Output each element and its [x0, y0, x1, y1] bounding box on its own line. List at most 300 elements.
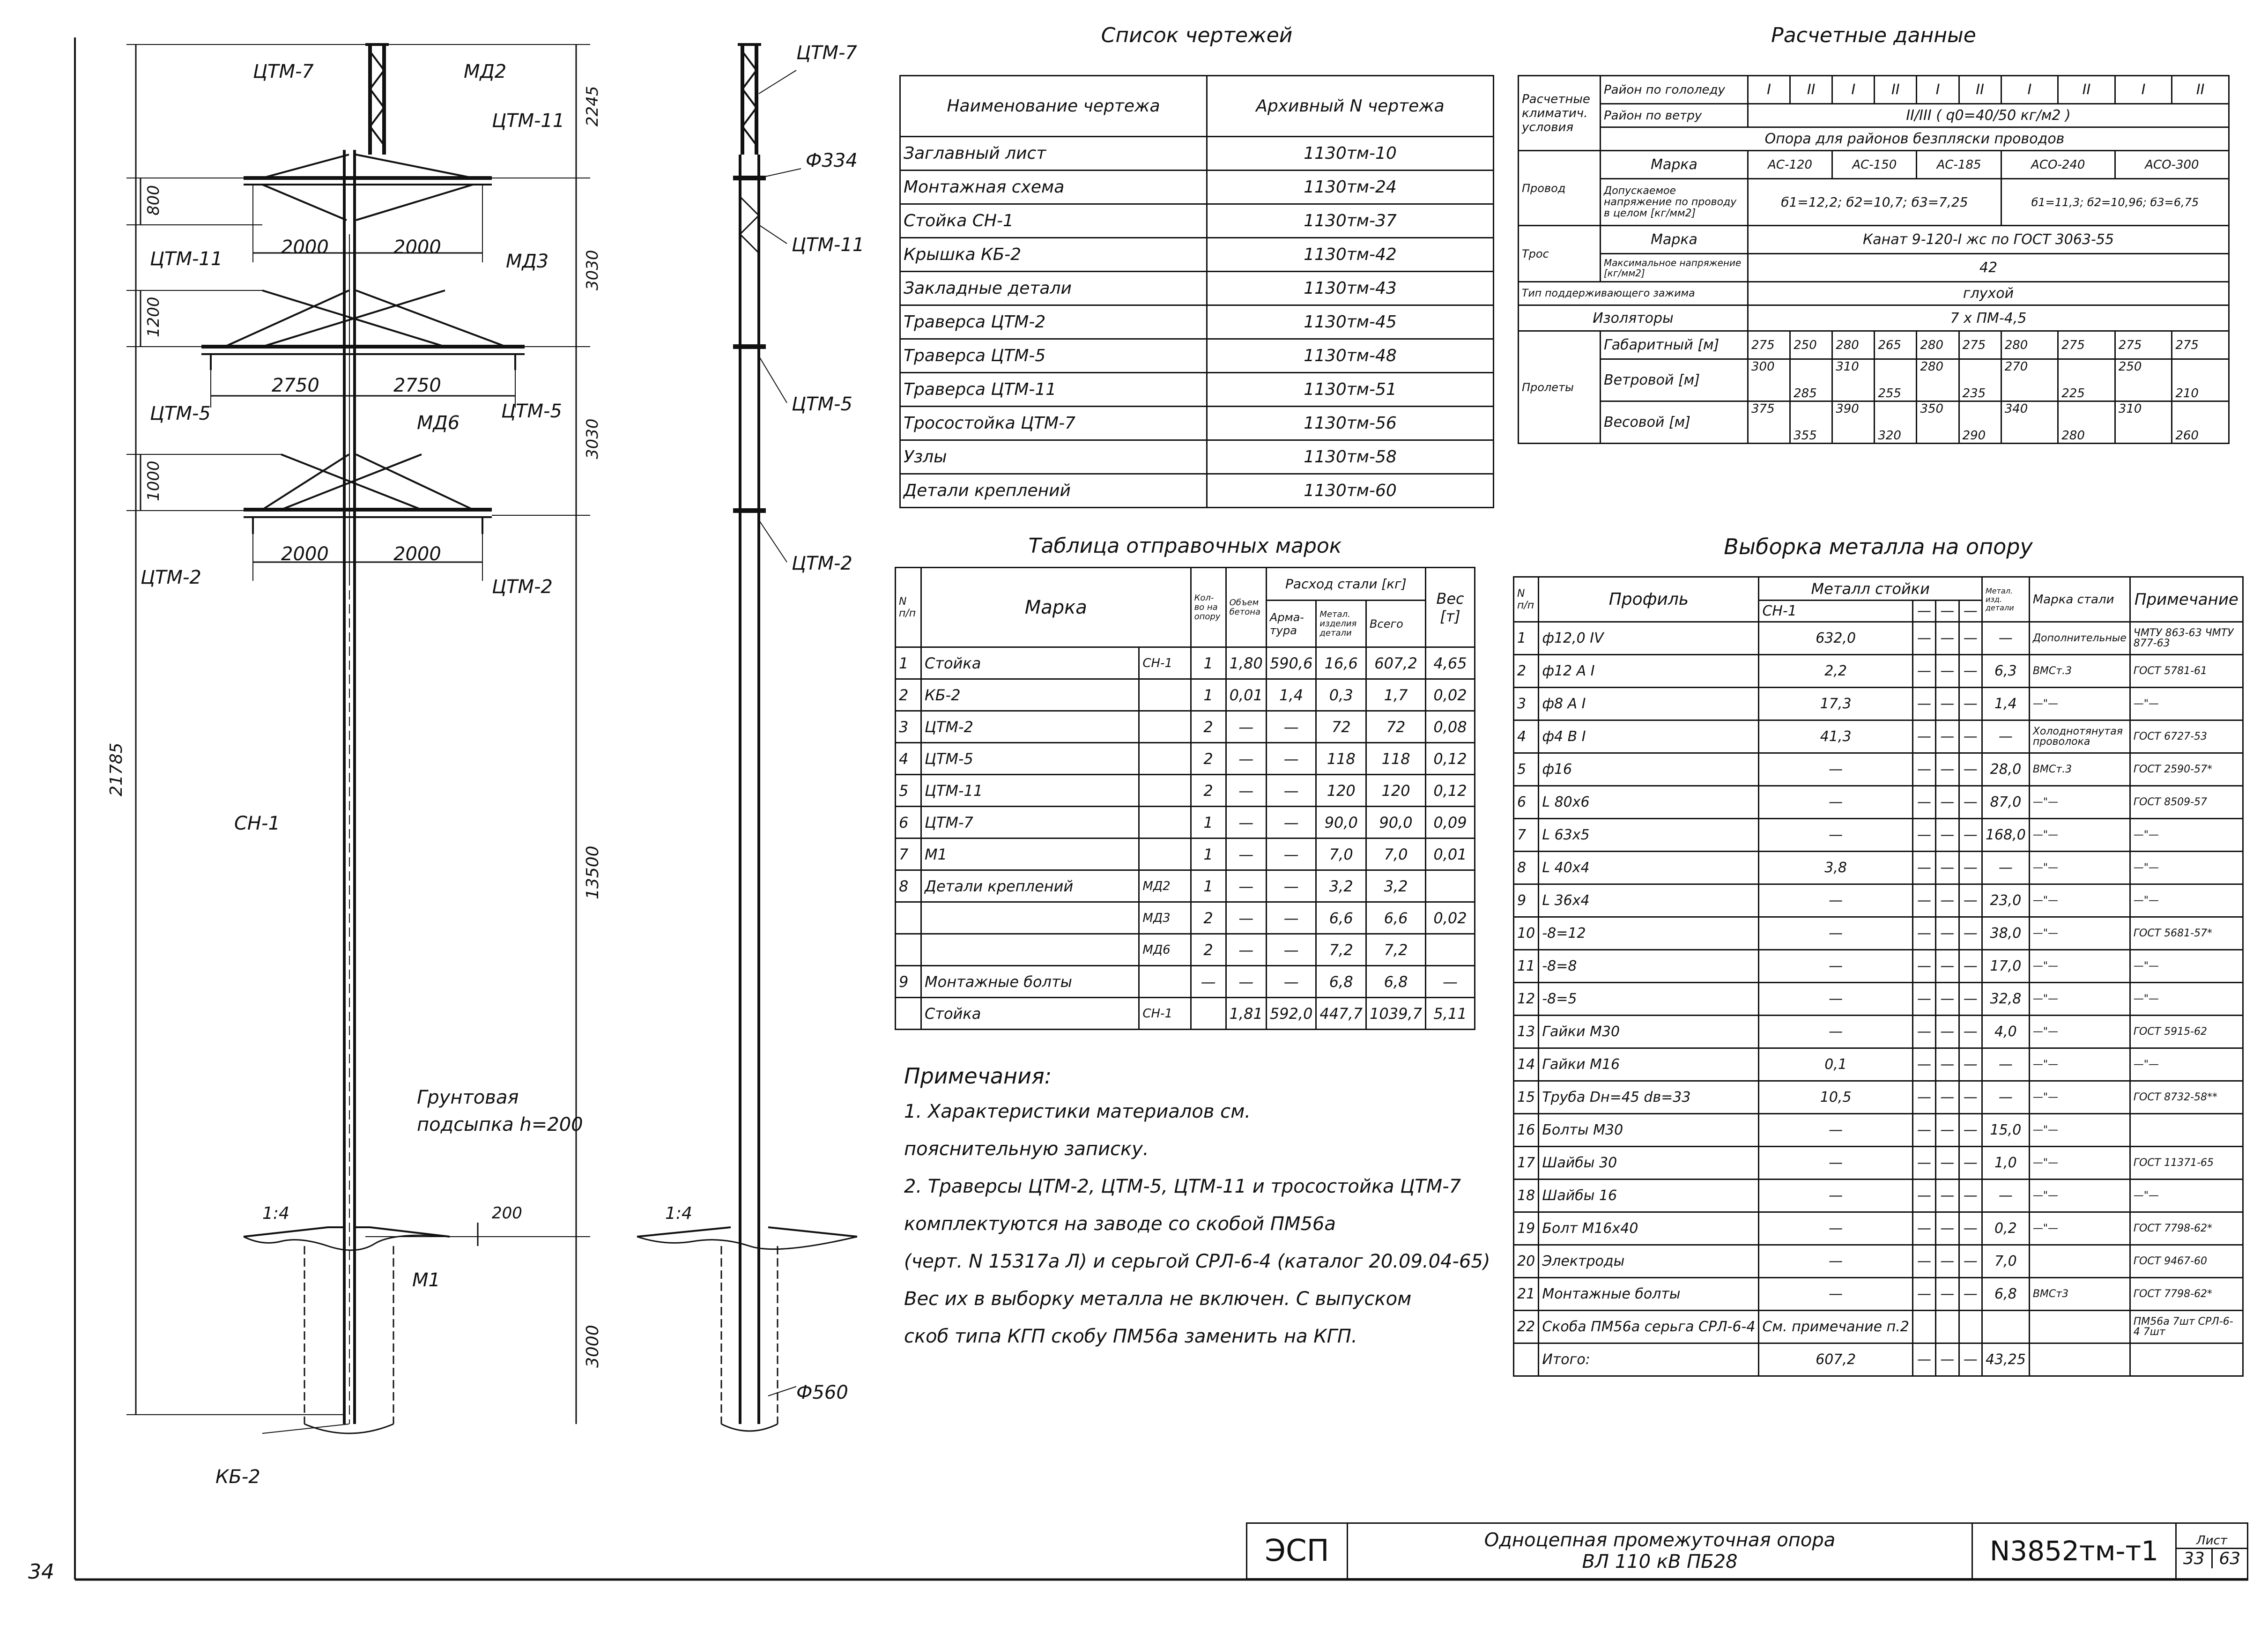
metal-cell	[1936, 1311, 1959, 1343]
metal-cell: —	[1936, 1245, 1959, 1278]
calc-weight-span: 350	[1917, 401, 1959, 444]
metal-cell	[1959, 1311, 1982, 1343]
marks-cell: ЦТМ-2	[921, 711, 1139, 743]
marks-cell: 72	[1366, 711, 1426, 743]
metal-cell: —"—	[2130, 983, 2243, 1016]
marks-cell: 1	[1191, 679, 1226, 711]
calc-rope-mark-label: Марка	[1601, 226, 1748, 254]
metal-cell: 6,8	[1982, 1278, 2029, 1311]
metal-cell: 1	[1514, 622, 1539, 655]
metal-cell: Монтажные болты	[1539, 1278, 1759, 1311]
metal-cell: —"—	[2029, 983, 2130, 1016]
metal-row	[1514, 1048, 2243, 1081]
metal-row	[1514, 1343, 2243, 1376]
calc-weight-span: 290	[1959, 401, 2001, 444]
drawings-list-title: Список чертежей	[1101, 23, 1293, 47]
metal-cell: —	[1936, 1278, 1959, 1311]
title-sheet-cell	[2176, 1523, 2248, 1579]
calc-data-table	[1518, 75, 2230, 444]
side-slope: 1:4	[665, 1204, 692, 1223]
metal-cell: —	[1912, 1048, 1935, 1081]
metal-cell: 16	[1514, 1114, 1539, 1147]
calc-wire-stress-b: б1=11,3; б2=10,96; б3=6,75	[2001, 179, 2229, 226]
metal-cell: —	[1912, 983, 1935, 1016]
calc-wind-label: Район по ветру	[1601, 104, 1748, 127]
metal-cell: ГОСТ 5681-57*	[2130, 917, 2243, 950]
drawings-cell: 1130тм-37	[1207, 204, 1494, 238]
calc-wind-span: 235	[1959, 359, 2001, 401]
metal-cell: —	[1759, 786, 1912, 819]
calc-row1-label: Расчетные климатич. условия	[1519, 76, 1601, 151]
calc-gab: 280	[1917, 331, 1959, 359]
metal-cell: ГОСТ 11371-65	[2130, 1147, 2243, 1179]
metal-cell: —	[1959, 1179, 1982, 1212]
dim-13500: 13500	[583, 846, 602, 899]
label-ctm5-right: ЦТМ-5	[501, 401, 562, 422]
metal-cell: —	[1959, 688, 1982, 720]
drawings-row	[900, 305, 1494, 339]
marks-row	[896, 838, 1475, 870]
metal-cell	[1514, 1343, 1539, 1376]
calc-gab: 280	[1832, 331, 1875, 359]
metal-cell: 19	[1514, 1212, 1539, 1245]
metal-cell: 14	[1514, 1048, 1539, 1081]
marks-cell: ЦТМ-7	[921, 807, 1139, 838]
drawings-row	[900, 272, 1494, 305]
metal-sub-dash: —	[1936, 601, 1959, 622]
metal-cell: Итого:	[1539, 1343, 1759, 1376]
metal-cell: ГОСТ 6727-53	[2130, 720, 2243, 753]
metal-row	[1514, 1081, 2243, 1114]
marks-cell: 7,2	[1316, 934, 1366, 966]
marks-cell: 0,08	[1426, 711, 1475, 743]
dim-2000-c: 2000	[281, 543, 329, 565]
metal-cell: -8=5	[1539, 983, 1759, 1016]
metal-cell: —	[1912, 1147, 1935, 1179]
metal-cell: 7	[1514, 819, 1539, 852]
side-label-f560: Ф560	[796, 1382, 848, 1403]
metal-cell: 15,0	[1982, 1114, 2029, 1147]
metal-cell: —	[1959, 1147, 1982, 1179]
calc-insulators-label: Изоляторы	[1519, 305, 1748, 331]
metal-cell: ф8 А I	[1539, 688, 1759, 720]
drawings-cell: Траверса ЦТМ-2	[900, 305, 1207, 339]
label-ctm5-left: ЦТМ-5	[150, 403, 211, 424]
metal-cell: 17	[1514, 1147, 1539, 1179]
marks-cell: 0,12	[1426, 775, 1475, 807]
metal-cell: —"—	[2130, 884, 2243, 917]
metal-cell: —	[1759, 1212, 1912, 1245]
metal-cell	[1982, 1311, 2029, 1343]
marks-cell: МД2	[1139, 870, 1191, 902]
marks-cell: 0,01	[1426, 838, 1475, 870]
marks-cell: —	[1266, 711, 1316, 743]
calc-rope-mark: Канат 9-120-I жс по ГОСТ 3063-55	[1748, 226, 2229, 254]
marks-cell	[896, 934, 921, 966]
calc-ice-v: I	[2115, 76, 2172, 104]
title-sheet-label: Лист	[2177, 1534, 2247, 1549]
title-org: ЭСП	[1247, 1523, 1348, 1579]
metal-row	[1514, 753, 2243, 786]
marks-cell: —	[1266, 838, 1316, 870]
marks-cell: —	[1266, 775, 1316, 807]
calc-ice-v: II	[1875, 76, 1917, 104]
title-doc-number: N3852тм-т1	[1972, 1523, 2176, 1579]
metal-cell: -8=8	[1539, 950, 1759, 983]
metal-cell: —	[1959, 1343, 1982, 1376]
marks-cell: СН-1	[1139, 998, 1191, 1030]
drawings-cell: 1130тм-43	[1207, 272, 1494, 305]
metal-cell: ГОСТ 8732-58**	[2130, 1081, 2243, 1114]
label-md6: МД6	[417, 412, 460, 434]
metal-cell: Электроды	[1539, 1245, 1759, 1278]
calc-wire-stress-label: Допускаемое напряжение по проводу в целом [кг/мм2]	[1601, 179, 1748, 226]
drawings-cell: 1130тм-48	[1207, 339, 1494, 373]
dim-3030-a: 3030	[583, 250, 602, 290]
marks-cell	[896, 998, 921, 1030]
metal-cell: —"—	[2029, 786, 2130, 819]
marks-cell: Монтажные болты	[921, 966, 1139, 998]
calc-ice-v: I	[1748, 76, 1790, 104]
metal-cell: —	[1759, 1016, 1912, 1048]
marks-cell: 447,7	[1316, 998, 1366, 1030]
metal-cell: —	[1936, 1343, 1959, 1376]
marks-cell: ЦТМ-11	[921, 775, 1139, 807]
metal-cell: —"—	[2029, 917, 2130, 950]
dim-2000-a: 2000	[281, 237, 329, 258]
metal-row	[1514, 1245, 2243, 1278]
calc-rope-stress-label: Максимальное напряжение [кг/мм2]	[1601, 254, 1748, 282]
metal-cell: —	[1959, 655, 1982, 688]
calc-wind-span: 270	[2001, 359, 2058, 401]
marks-cell: 3,2	[1316, 870, 1366, 902]
metal-cell: —"—	[2029, 1048, 2130, 1081]
calc-wind-span: 225	[2058, 359, 2115, 401]
calc-ice-v: II	[2172, 76, 2229, 104]
metal-cell: ГОСТ 5781-61	[2130, 655, 2243, 688]
metal-row	[1514, 884, 2243, 917]
marks-row	[896, 647, 1475, 679]
calc-data-title: Расчетные данные	[1771, 23, 1976, 47]
metal-cell: —	[1912, 1081, 1935, 1114]
marks-row	[896, 679, 1475, 711]
metal-cell: —	[1912, 950, 1935, 983]
side-label-f334: Ф334	[806, 150, 858, 171]
calc-wire-mark: АС-120	[1748, 151, 1832, 179]
marks-sub-metal: Метал. изделия детали	[1316, 601, 1366, 647]
label-ctm11-left: ЦТМ-11	[150, 248, 223, 270]
metal-cell: 20	[1514, 1245, 1539, 1278]
marks-row	[896, 775, 1475, 807]
metal-cell: 1,4	[1982, 688, 2029, 720]
calc-wind-span: 300	[1748, 359, 1790, 401]
metal-cell	[2029, 1245, 2130, 1278]
metal-cell: 28,0	[1982, 753, 2029, 786]
calc-weight-span: 280	[2058, 401, 2115, 444]
marks-table-title: Таблица отправочных марок	[1028, 534, 1342, 558]
metal-cell: Гайки М16	[1539, 1048, 1759, 1081]
calc-ice-v: II	[1790, 76, 1832, 104]
dim-2750-b: 2750	[393, 375, 441, 396]
metal-row	[1514, 1114, 2243, 1147]
metal-row	[1514, 917, 2243, 950]
marks-cell: 2	[1191, 743, 1226, 775]
drawings-cell: Узлы	[900, 440, 1207, 474]
marks-cell: 120	[1366, 775, 1426, 807]
drawings-cell: 1130тм-56	[1207, 407, 1494, 440]
marks-cell: —	[1266, 966, 1316, 998]
metal-cell: —	[1912, 720, 1935, 753]
metal-cell: —	[1759, 950, 1912, 983]
notes-line: 1. Характеристики материалов см.	[904, 1101, 1251, 1122]
marks-cell	[1139, 807, 1191, 838]
calc-ice-v: I	[1832, 76, 1875, 104]
drawings-row	[900, 339, 1494, 373]
metal-cell: 15	[1514, 1081, 1539, 1114]
metal-cell: —	[1759, 1245, 1912, 1278]
metal-cell: ГОСТ 7798-62*	[2130, 1212, 2243, 1245]
metal-cell: —	[1959, 1048, 1982, 1081]
metal-cell: —	[1936, 819, 1959, 852]
metal-cell: —	[1936, 1048, 1959, 1081]
metal-cell: 4	[1514, 720, 1539, 753]
drawings-cell: 1130тм-42	[1207, 238, 1494, 272]
metal-cell: —	[1982, 1179, 2029, 1212]
marks-cell: —	[1426, 966, 1475, 998]
metal-cell: —	[1912, 786, 1935, 819]
title-sheet: 33	[2177, 1549, 2213, 1568]
metal-cell: —	[1759, 884, 1912, 917]
marks-cell: КБ-2	[921, 679, 1139, 711]
marks-cell: 118	[1316, 743, 1366, 775]
marks-cell	[1426, 870, 1475, 902]
marks-h-steel: Расход стали [кг]	[1266, 568, 1425, 601]
marks-table	[895, 567, 1475, 1030]
calc-gab: 250	[1790, 331, 1832, 359]
metal-cell: —	[1982, 1081, 2029, 1114]
drawings-cell: Монтажная схема	[900, 171, 1207, 204]
calc-clamp: глухой	[1748, 282, 2229, 305]
marks-cell: СН-1	[1139, 647, 1191, 679]
metal-cell: ВМСт.3	[2029, 753, 2130, 786]
marks-cell: 4	[896, 743, 921, 775]
marks-cell: 607,2	[1366, 647, 1426, 679]
metal-cell: —	[1912, 1016, 1935, 1048]
metal-cell: Болты М30	[1539, 1114, 1759, 1147]
metal-row	[1514, 655, 2243, 688]
metal-cell: 13	[1514, 1016, 1539, 1048]
calc-gab: 275	[2058, 331, 2115, 359]
drawings-row	[900, 407, 1494, 440]
title-name-line1: Одноцепная промежуточная опора	[1484, 1529, 1836, 1551]
metal-cell: —	[1759, 1114, 1912, 1147]
calc-spans-group: Пролеты	[1519, 331, 1601, 444]
metal-cell: ВМСт.3	[2029, 655, 2130, 688]
metal-cell	[2029, 1343, 2130, 1376]
metal-h-num: N п/п	[1514, 577, 1539, 622]
metal-cell: —	[1912, 1245, 1935, 1278]
marks-row	[896, 711, 1475, 743]
metal-cell: —	[1982, 622, 2029, 655]
calc-wire-stress-a: б1=12,2; б2=10,7; б3=7,25	[1748, 179, 2001, 226]
metal-cell: —	[1936, 786, 1959, 819]
calc-weight-span: 260	[2172, 401, 2229, 444]
marks-cell: 120	[1316, 775, 1366, 807]
marks-cell: —	[1226, 711, 1266, 743]
notes-line: (черт. N 15317а Л) и серьгой СРЛ-6-4 (каталог 20.09.04-65)	[904, 1251, 1490, 1272]
metal-cell: —	[1912, 819, 1935, 852]
notes-line: Вес их в выборку металла не включен. С выпуском	[904, 1288, 1412, 1310]
calc-clamp-label: Тип поддерживающего зажима	[1519, 282, 1748, 305]
metal-cell: ЧМТУ 863-63 ЧМТУ 877-63	[2130, 622, 2243, 655]
marks-cell: 1,81	[1226, 998, 1266, 1030]
marks-row	[896, 934, 1475, 966]
metal-cell: —	[1912, 1114, 1935, 1147]
marks-cell: 9	[896, 966, 921, 998]
metal-cell	[2130, 1343, 2243, 1376]
metal-cell: 0,2	[1982, 1212, 2029, 1245]
metal-cell: ВМСт3	[2029, 1278, 2130, 1311]
metal-row	[1514, 1311, 2243, 1343]
calc-rope-group: Трос	[1519, 226, 1601, 282]
metal-cell: —	[1959, 917, 1982, 950]
metal-cell: 632,0	[1759, 622, 1912, 655]
calc-span-note: Опора для районов безпляски проводов	[1601, 127, 2229, 151]
metal-cell: 4,0	[1982, 1016, 2029, 1048]
notes-line: скоб типа КГП скобу ПМ56а заменить на КГП.	[904, 1326, 1357, 1347]
metal-cell: —	[1936, 1081, 1959, 1114]
calc-wire-mark: АСО-240	[2001, 151, 2115, 179]
marks-cell: 4,65	[1426, 647, 1475, 679]
calc-ice-v: II	[1959, 76, 2001, 104]
metal-cell: —	[1759, 1278, 1912, 1311]
dim-3000: 3000	[583, 1325, 602, 1368]
metal-cell: ГОСТ 8509-57	[2130, 786, 2243, 819]
metal-cell: —	[1959, 786, 1982, 819]
notes-line: комплектуются на заводе со скобой ПМ56а	[904, 1213, 1336, 1235]
drawings-cell: 1130тм-45	[1207, 305, 1494, 339]
metal-cell: ПМ56а 7шт СРЛ-6-4 7шт	[2130, 1311, 2243, 1343]
metal-table	[1513, 576, 2244, 1377]
metal-cell: 21	[1514, 1278, 1539, 1311]
marks-cell: 7	[896, 838, 921, 870]
metal-cell: L 36x4	[1539, 884, 1759, 917]
metal-row	[1514, 819, 2243, 852]
title-name-line2: ВЛ 110 кВ ПБ28	[1582, 1551, 1738, 1573]
marks-cell: 6	[896, 807, 921, 838]
metal-cell: 32,8	[1982, 983, 2029, 1016]
metal-cell: —	[1936, 884, 1959, 917]
metal-cell: —	[1912, 753, 1935, 786]
marks-cell: 592,0	[1266, 998, 1316, 1030]
marks-cell: —	[1226, 966, 1266, 998]
marks-cell: 3	[896, 711, 921, 743]
metal-cell: 9	[1514, 884, 1539, 917]
metal-cell: —	[1936, 852, 1959, 884]
metal-row	[1514, 1016, 2243, 1048]
marks-cell: 6,8	[1316, 966, 1366, 998]
metal-cell: —	[1912, 622, 1935, 655]
metal-cell: —"—	[2130, 950, 2243, 983]
marks-cell: 0,02	[1426, 679, 1475, 711]
metal-cell: —"—	[2029, 1081, 2130, 1114]
calc-wind-span-label: Ветровой [м]	[1601, 359, 1748, 401]
calc-wind-span: 210	[2172, 359, 2229, 401]
calc-wind-value: II/III ( q0=40/50 кг/м2 )	[1748, 104, 2229, 127]
metal-row	[1514, 720, 2243, 753]
notes-line: 2. Траверсы ЦТМ-2, ЦТМ-5, ЦТМ-11 и тросостойка ЦТМ-7	[904, 1176, 1461, 1197]
label-md3: МД3	[506, 251, 549, 272]
metal-h-pole: Металл стойки	[1759, 577, 1982, 601]
metal-cell: 1,0	[1982, 1147, 2029, 1179]
title-block	[1246, 1522, 2248, 1580]
side-label-ctm5: ЦТМ-5	[792, 393, 852, 415]
calc-wind-span: 285	[1790, 359, 1832, 401]
marks-row	[896, 902, 1475, 934]
marks-cell: 2	[1191, 711, 1226, 743]
metal-cell: —	[1959, 1245, 1982, 1278]
marks-cell: 6,6	[1316, 902, 1366, 934]
metal-cell: ф16	[1539, 753, 1759, 786]
drawings-list-table	[899, 75, 1494, 508]
metal-cell: Холоднотянутая проволока	[2029, 720, 2130, 753]
metal-sub-sn1: СН-1	[1759, 601, 1912, 622]
metal-cell: —"—	[2029, 1179, 2130, 1212]
metal-cell: —	[1936, 917, 1959, 950]
marks-cell: 1	[1191, 838, 1226, 870]
metal-row	[1514, 1278, 2243, 1311]
marks-cell	[896, 902, 921, 934]
drawings-row	[900, 238, 1494, 272]
metal-cell: —	[1959, 950, 1982, 983]
marks-h-concrete: Объем бетона	[1226, 568, 1266, 647]
calc-wire-mark: АС-150	[1832, 151, 1917, 179]
drawings-cell: Тросостойка ЦТМ-7	[900, 407, 1207, 440]
calc-wind-span: 250	[2115, 359, 2172, 401]
dim-800: 800	[144, 185, 163, 215]
slope-left: 1:4	[262, 1204, 289, 1223]
marks-cell: —	[1266, 902, 1316, 934]
marks-row	[896, 966, 1475, 998]
metal-cell: ф12 А I	[1539, 655, 1759, 688]
marks-cell: —	[1266, 743, 1316, 775]
metal-cell: —"—	[2029, 819, 2130, 852]
marks-cell: —	[1226, 775, 1266, 807]
marks-h-qty: Кол-во на опору	[1191, 568, 1226, 647]
marks-cell: Стойка	[921, 647, 1139, 679]
marks-cell	[1139, 966, 1191, 998]
label-ctm11-right: ЦТМ-11	[492, 110, 565, 132]
marks-cell: 2	[1191, 934, 1226, 966]
metal-row	[1514, 1147, 2243, 1179]
calc-rope-stress: 42	[1748, 254, 2229, 282]
metal-cell: L 63x5	[1539, 819, 1759, 852]
metal-cell: —"—	[2029, 1147, 2130, 1179]
metal-cell: —	[1912, 1212, 1935, 1245]
marks-cell: МД6	[1139, 934, 1191, 966]
marks-cell: 0,3	[1316, 679, 1366, 711]
dim-2245: 2245	[583, 86, 602, 126]
metal-cell: —"—	[2029, 884, 2130, 917]
dim-1000: 1000	[144, 460, 163, 501]
metal-cell: —	[1936, 720, 1959, 753]
calc-gab: 275	[1959, 331, 2001, 359]
calc-weight-span: 340	[2001, 401, 2058, 444]
metal-cell: —"—	[2130, 819, 2243, 852]
marks-cell: 590,6	[1266, 647, 1316, 679]
label-ctm2-right: ЦТМ-2	[492, 576, 553, 598]
metal-row	[1514, 1212, 2243, 1245]
